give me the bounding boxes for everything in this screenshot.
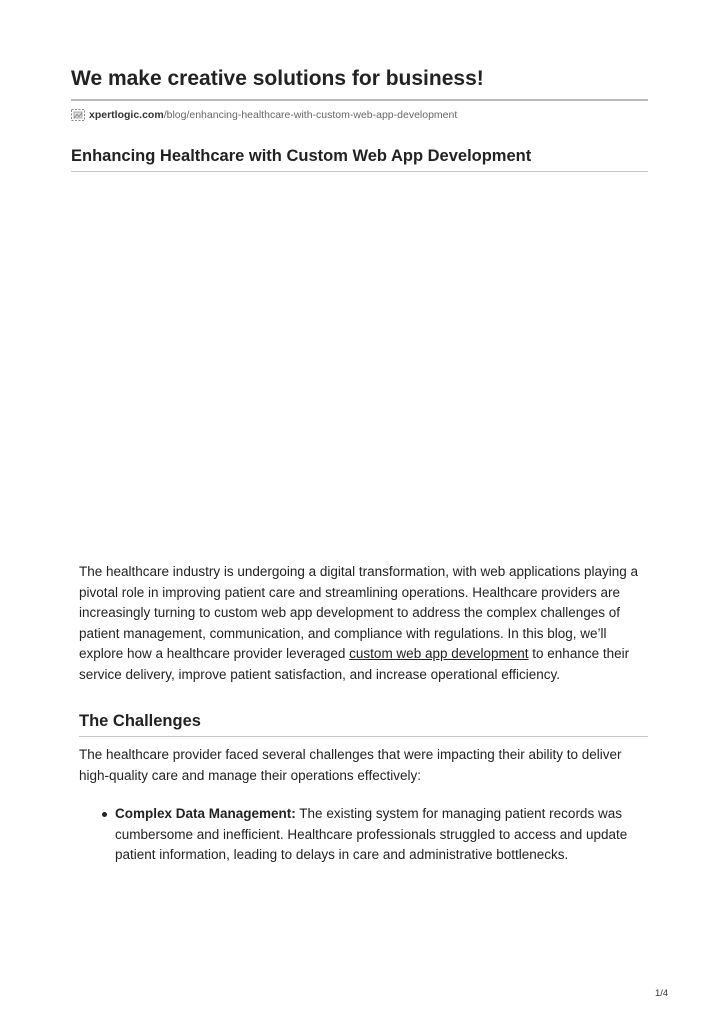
intro-text-end: to enhance their service delivery, improve patient satisfaction, and increase operational efficiency. [79, 646, 630, 682]
challenges-intro: The healthcare provider faced several challenges that were impacting their ability to deliver high-quality care and manage their operations effectively: [79, 747, 622, 783]
site-title: We make creative solutions for business! [71, 67, 484, 90]
source-url[interactable] [71, 107, 457, 123]
challenges-divider [79, 736, 648, 737]
article-body [79, 562, 649, 866]
custom-web-app-development-link[interactable]: custom web app development [349, 646, 529, 661]
bullet-icon [102, 812, 107, 817]
challenges-heading: The Challenges [79, 712, 201, 730]
list-item [115, 804, 649, 866]
title-divider [71, 99, 648, 101]
challenges-list [79, 804, 649, 866]
source-path: /blog/enhancing-healthcare-with-custom-web-app-development [163, 109, 458, 121]
source-domain: xpertlogic.com [89, 109, 164, 121]
broken-image-icon [71, 108, 85, 122]
intro-text-start: The healthcare industry is undergoing a digital transformation, with web applications playing a pivotal role in improving patient care and streamlining operations. Healthcare providers are increasingly turning to custom web app development to address the complex challenges of patient management, communication, and compliance with regulations. In this blog, we’ll explore how a healthcare provider leveraged [79, 564, 639, 661]
challenge-name: Complex Data Management: [115, 806, 296, 821]
challenge-description: The existing system for managing patient records was cumbersome and inefficient. Healthcare professionals struggled to access and update patient information, leading to delays in care and administrative bottlenecks. [115, 806, 628, 862]
post-title: Enhancing Healthcare with Custom Web App Development [71, 147, 532, 165]
intro-paragraph [79, 562, 649, 685]
post-title-divider [71, 171, 648, 172]
page-number: 1/4 [655, 988, 669, 999]
